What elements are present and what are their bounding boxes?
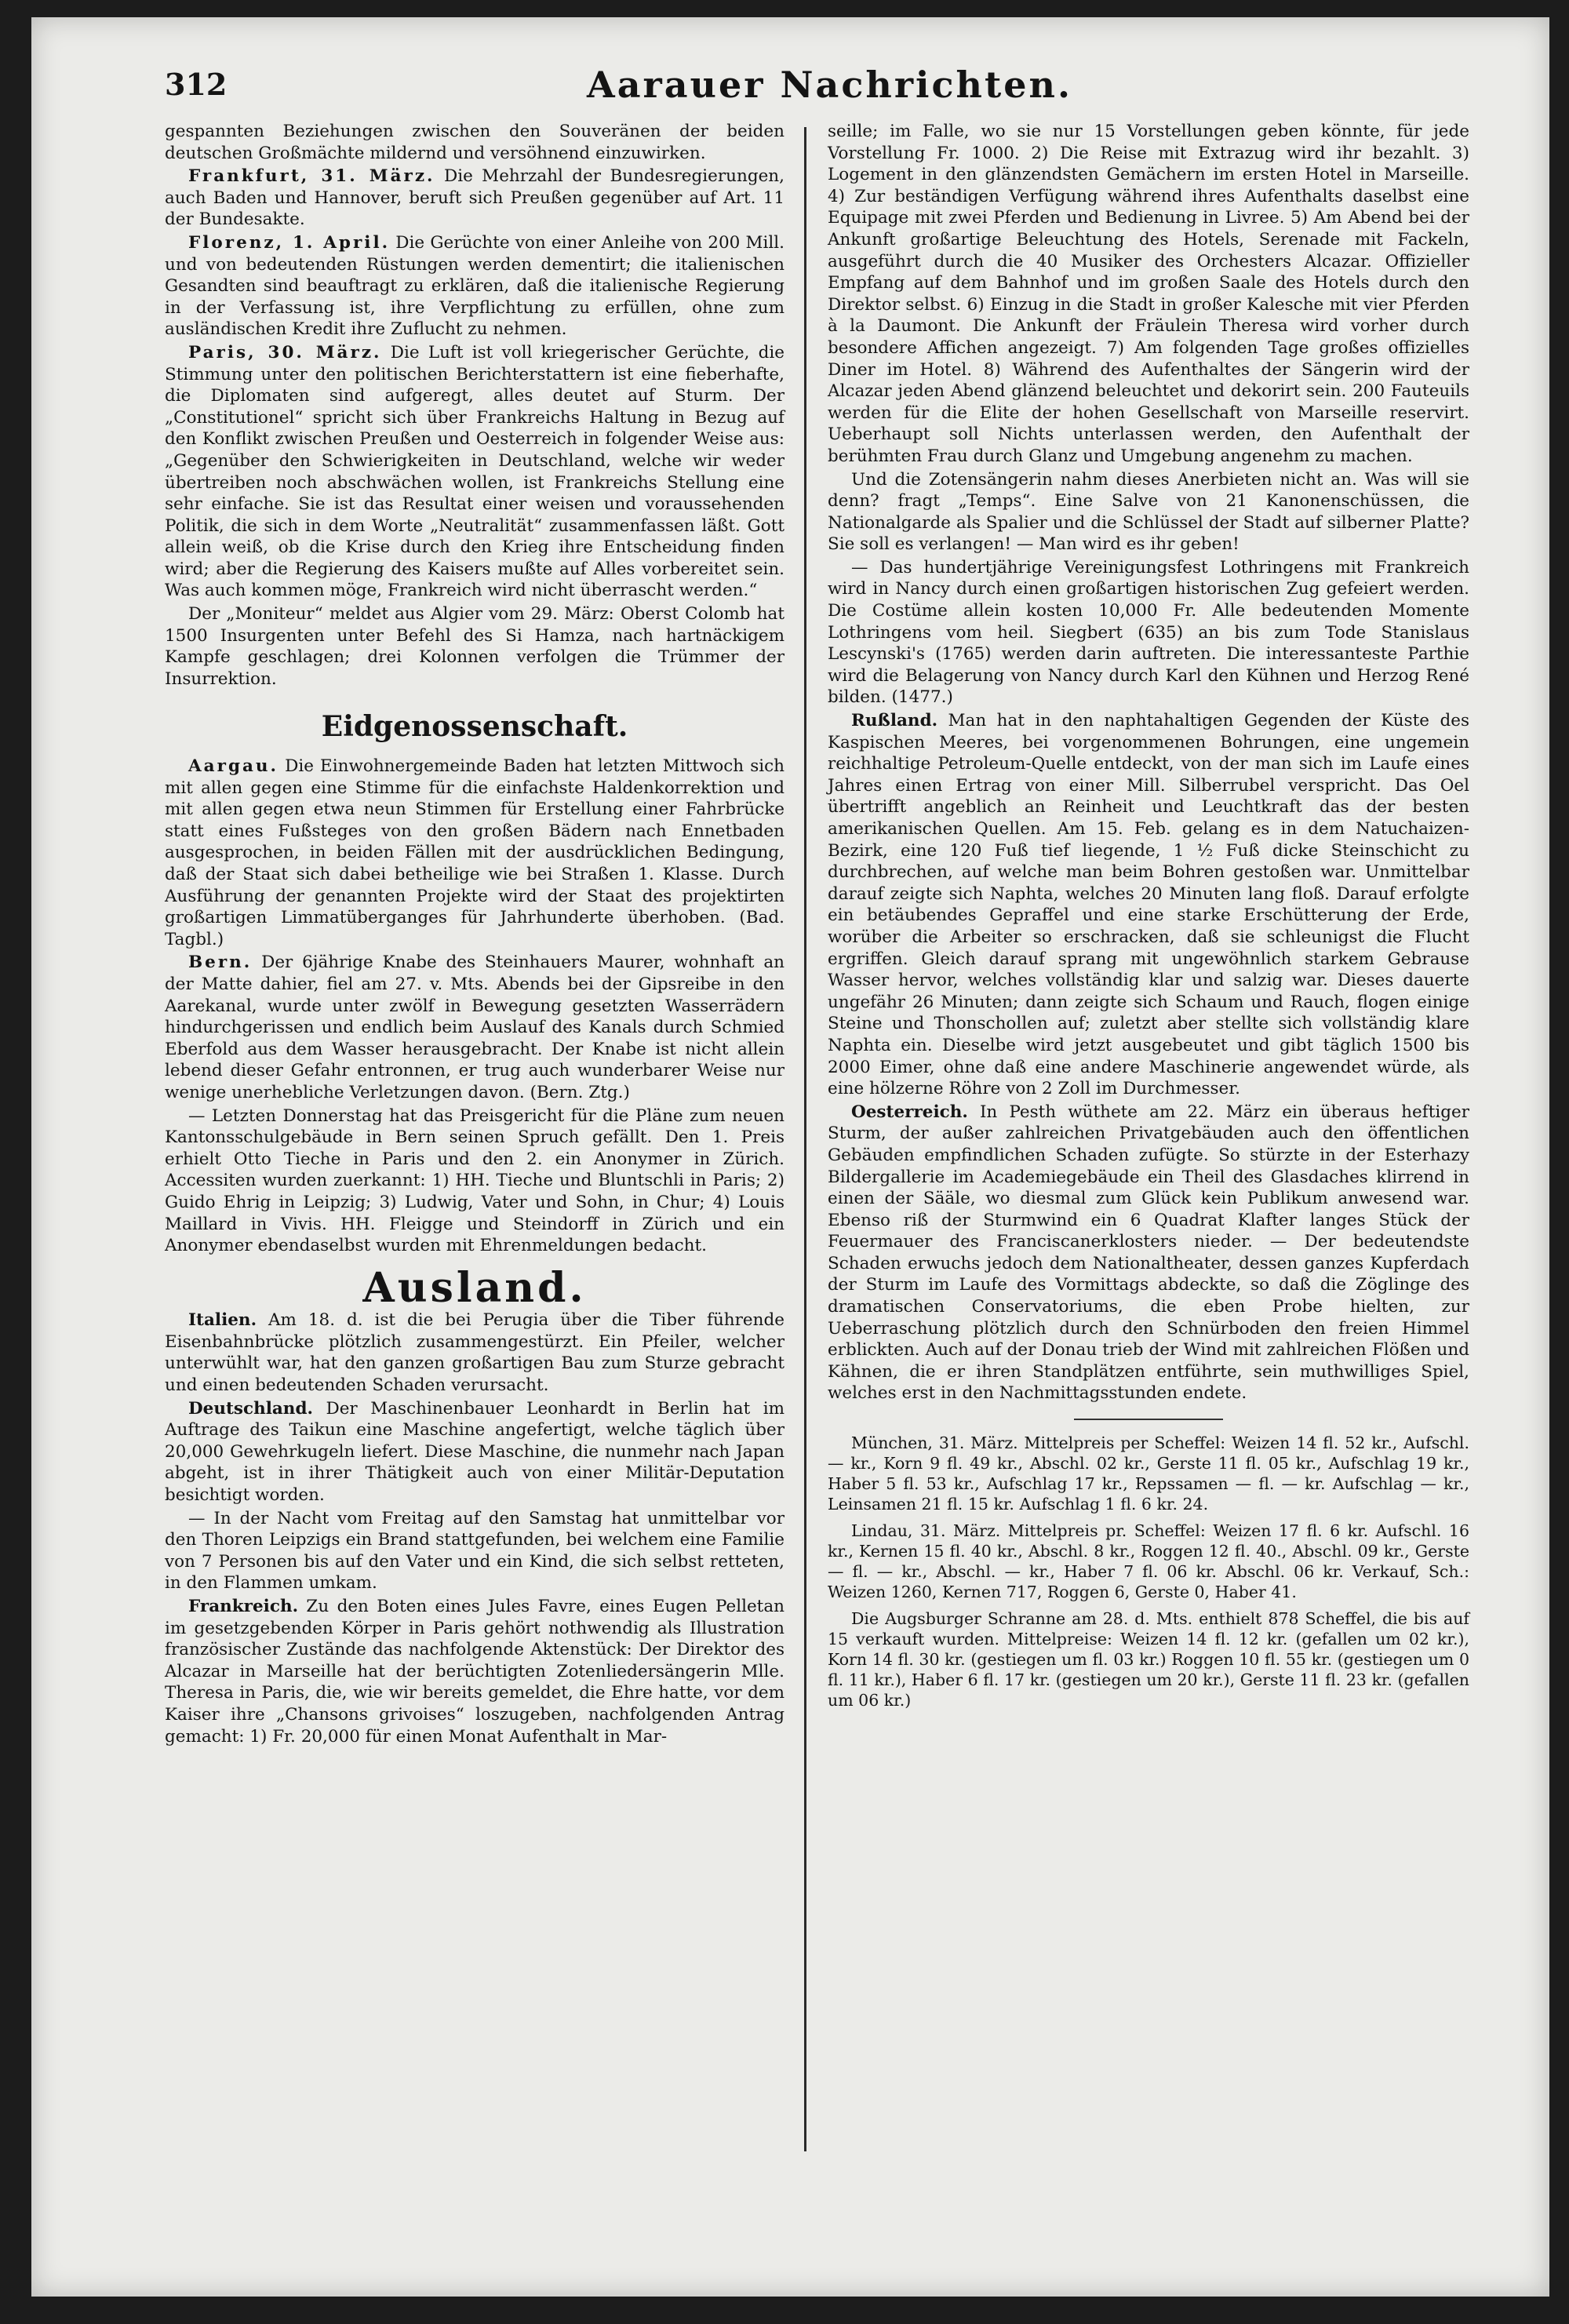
page-number: 312 (165, 67, 228, 102)
dateline-aargau: Aargau. (188, 756, 279, 777)
section-heading-eidgenossenschaft: Eidgenossenschaft. (321, 710, 628, 744)
article-lothringen: — Das hundertjährige Vereinigungsfest Lothringens mit Frankreich wird in Nancy durch einen großartigen historischen Zug gefeiert werden. Die Costüme allein kosten 10,000 Fr. Alle bedeutenden Momente Lothringens vom heil. Siegbert (635) an bis zum Tode Stanislaus Lescynski's (1765) werden darin auftreten. Die interessanteste Parthie wird die Belagerung von Nancy durch Karl den Kühnen und Herzog René bilden. (1477.) (828, 557, 1469, 708)
article-oesterreich (828, 1102, 1469, 1404)
dateline-oesterreich: Oesterreich. (851, 1102, 968, 1122)
section-heading-ausland: Ausland. (362, 1263, 587, 1312)
article-russland (828, 710, 1469, 1100)
dateline-bern: Bern. (188, 953, 253, 973)
article-frankfurt (165, 166, 784, 231)
article-paris (165, 342, 784, 602)
article-frankreich (165, 1596, 784, 1747)
article-text: Der 6jährige Knabe des Steinhauers Maurer, wohnhaft an der Matte dahier, fiel am 27. v. Mts. Abends bei der Gipsreibe in den Aarekanal, wurde unter zwölf in Bewegung gesetzten Wasserrädern hindurchgerissen und endlich beim Auslauf des Kanals durch Schmied Eberfold aus dem Wasser herausgebracht. Der Knabe ist nicht allein lebend dieser Gefahr entronnen, er trug auch wunderbarer Weise nur wenige unerhebliche Verletzungen davon. (Bern. Ztg.) (165, 953, 784, 1102)
article-text: Der Maschinenbauer Leonhardt in Berlin hat im Auftrage des Taikun eine Maschine angefertigt, welche täglich über 20,000 Gewehrkugeln liefert. Diese Maschine, die nunmehr nach Japan abgeht, ist in ihrer Thätigkeit auch von einer Militär-Deputation besichtigt worden. (165, 1398, 784, 1506)
article-text: Die Luft ist voll kriegerischer Gerüchte, die Stimmung unter den politischen Berichterstattern ist eine fieberhafte, die Diplomaten sind aufgeregt, alles deutet auf Sturm. Der „Constitutionel“ spricht sich über Frankreichs Haltung in Bezug auf den Konflikt zwischen Preußen und Oesterreich in folgender Weise aus: „Gegenüber den Schwierigkeiten in Deutschland, welche wir weder übertreiben noch abschwächen wollen, ist Frankreichs Stellung eine sehr einfache. Sie ist das Resultat einer weisen und voraussehenden Politik, die sich in dem Worte „Neutralität“ zusammenfassen läßt. Gott allein weiß, ob die Krise durch den Krieg ihre Entscheidung finden wird; aber die Regierung des Kaisers mußte auf Alles vorbereitet sein. Was auch kommen möge, Frankreich wird nicht überrascht werden.“ (165, 342, 784, 601)
dateline-deutschland: Deutschland. (188, 1398, 313, 1419)
column-rule (804, 127, 806, 2151)
newspaper-title: Aarauer Nachrichten. (587, 64, 1072, 106)
dateline-frankreich: Frankreich. (188, 1597, 299, 1616)
dateline-russland: Rußland. (851, 711, 938, 731)
dateline-florenz: Florenz, 1. April. (188, 232, 391, 253)
article-deutschland (165, 1398, 784, 1506)
article-text: Die Einwohnergemeinde Baden hat letzten Mittwoch sich mit allen gegen eine Stimme für die einfachste Haldenkorrektion und mit allen gegen etwa neun Stimmen für Erstellung einer Fahrbrücke statt eines Fußsteges von den großen Bädern nach Ennetbaden ausgesprochen, in beiden Fällen mit der ausdrücklichen Bedingung, daß der Staat sich dabei betheilige wie bei Straßen 1. Klasse. Durch Ausführung der genannten Projekte wird der Staat des projektirten großartigen Limmatüberganges für Jahrhunderte überhoben. (Bad. Tagbl.) (165, 756, 784, 949)
newspaper-page (31, 17, 1549, 2297)
article-continuation-marseille: seille; im Falle, wo sie nur 15 Vorstellungen geben könnte, für jede Vorstellung Fr. 1000. 2) Die Reise mit Extrazug wird ihr bezahlt. 3) Logement in den glänzendsten Gemächern im ersten Hotel in Marseille. 4) Zur beständigen Verfügung während ihres Aufenthalts daselbst eine Equipage mit zwei Pferden und Bedienung in Livree. 5) Am Abend bei der Ankunft großartige Beleuchtung des Hotels, Serenade mit Fackeln, ausgeführt durch die 40 Musiker des Orchesters Alcazar. Offizieller Empfang auf dem Bahnhof und im großen Saale des Hotels durch den Direktor selbst. 6) Einzug in die Stadt in großer Kalesche mit vier Pferden à la Daumont. Die Ankunft der Fräulein Theresa wird vorher durch besondere Affichen angezeigt. 7) Am folgenden Tage großes offizielles Diner im Hotel. 8) Während des Aufenthaltes der Sängerin wird der Alcazar jeden Abend glänzend beleuchtet und dekorirt sein. 200 Fauteuils werden für die Elite der hohen Gesellschaft von Marseille reservirt. Ueberhaupt soll Nichts unterlassen werden, den Aufenthalt der berühmten Frau durch Glanz und Umgebung angenehm zu machen. (828, 122, 1469, 466)
article-florenz (165, 232, 784, 341)
article-text: Die Mehrzahl der Bundesregierungen, auch Baden und Hannover, beruft sich Preußen gegenüber auf Art. 11 der Bundesakte. (165, 166, 784, 230)
article-text: In Pesth wüthete am 22. März ein überaus heftiger Sturm, der außer zahlreichen Privatgebäuden auch den öffentlichen Gebäuden empfindlichen Schaden zufügte. So stürzte in der Esterhazy Bildergallerie im Academiegebäude ein Theil des Glasdaches klirrend in einen der Sääle, wo diesmal zum Glück kein Publikum anwesend war. Ebenso riß der Sturmwind ein 6 Quadrat Klafter langes Stück der Feuermauer des Franciscanerklosters nieder. — Der bedeutendste Schaden erwuchs jedoch dem Nationaltheater, dessen ganzes Kupferdach der Sturm im Laufe des Vormittags abdeckte, so daß die Zöglinge des dramatischen Conservatoriums, die eben Probe hielten, zur Ueberraschung plötzlich durch den Schnürboden den freien Himmel erblickten. Auch auf der Donau trieb der Wind mit zahlreichen Flößen und Kähnen, die er ihren Standplätzen entführte, sein muthwilliges Spiel, welches erst in den Nachmittagsstunden endete. (828, 1102, 1469, 1404)
article-moniteur: Der „Moniteur“ meldet aus Algier vom 29. März: Oberst Colomb hat 1500 Insurgenten unter Befehl des Si Hamza, nach hartnäckigem Kampfe geschlagen; drei Kolonnen verfolgen die Trümmer der Insurrektion. (165, 604, 784, 689)
article-bern (165, 952, 784, 1103)
section-divider (1074, 1419, 1223, 1420)
article-aargau (165, 756, 784, 950)
article-preisgericht: — Letzten Donnerstag hat das Preisgericht für die Pläne zum neuen Kantonsschulgebäude in Bern seinen Spruch gefällt. Den 1. Preis erhielt Otto Tieche in Paris und den 2. ein Anonymer in Zürich. Accessiten wurden zuerkannt: 1) HH. Tieche und Bluntschli in Paris; 2) Guido Ehrig in Leipzig; 3) Ludwig, Vater und Sohn, in Chur; 4) Louis Maillard in Vivis. HH. Fleigge und Steindorff in Zürich und ein Anonymer ebendaselbst wurden mit Ehrenmeldungen bedacht. (165, 1106, 784, 1256)
article-text: Zu den Boten eines Jules Favre, eines Eugen Pelletan im gesetzgebenden Körper in Paris gehört nothwendig als Illustration französischer Zustände das nachfolgende Aktenstück: Der Direktor des Alcazar in Marseille hat der berüchtigten Zotenliedersängerin Mlle. Theresa in Paris, die, wie wir bereits gemeldet, die Ehre hatte, vor dem Kaiser ihre „Chansons grivoises“ loszugeben, nachfolgenden Antrag gemacht: 1) Fr. 20,000 für einen Monat Aufenthalt in Mar- (165, 1597, 784, 1747)
dateline-frankfurt: Frankfurt, 31. März. (188, 166, 435, 187)
market-report-lindau: Lindau, 31. März. Mittelpreis pr. Scheffel: Weizen 17 fl. 6 kr. Aufschl. 16 kr., Kernen 15 fl. 40 kr., Abschl. 8 kr., Roggen 12 fl. 40., Abschl. 09 kr., Gerste — fl. — kr., Abschl. — kr., Haber 7 fl. 06 kr. Abschl. 06 kr. Verkauf, Sch.: Weizen 1260, Kernen 717, Roggen 6, Gerste 0, Haber 41. (828, 1521, 1469, 1602)
dateline-italien: Italien. (188, 1310, 257, 1331)
article-zotensaengerin: Und die Zotensängerin nahm dieses Anerbieten nicht an. Was will sie denn? fragt „Temps“. Eine Salve von 21 Kanonenschüssen, die Nationalgarde als Spalier und die Schlüssel der Stadt auf silberner Platte? Sie soll es verlangen! — Man wird es ihr geben! (828, 469, 1469, 555)
left-column (165, 121, 784, 1749)
article-leipzig: — In der Nacht vom Freitag auf den Samstag hat unmittelbar vor den Thoren Leipzigs ein Brand stattgefunden, bei welchem eine Familie von 7 Personen bis auf den Vater und ein Kind, die sich selbst retteten, in den Flammen umkam. (165, 1508, 784, 1594)
article-continuation: gespannten Beziehungen zwischen den Souveränen der beiden deutschen Großmächte mildernd und versöhnend einzuwirken. (165, 122, 784, 163)
article-text: Am 18. d. ist die bei Perugia über die Tiber führende Eisenbahnbrücke plötzlich zusammengestürzt. Ein Pfeiler, welcher unterwühlt war, hat den ganzen großartigen Bau zum Sturze gebracht und einen bedeutenden Schaden verursacht. (165, 1310, 784, 1396)
dateline-paris: Paris, 30. März. (188, 342, 382, 362)
article-text: Man hat in den naphtahaltigen Gegenden der Küste des Kaspischen Meeres, bei vorgenommenen Bohrungen, eine ungemein reichhaltige Petroleum-Quelle entdeckt, von der man sich im Laufe eines Jahres einen Ertrag von einer Mill. Silberrubel verspricht. Das Oel übertrifft angeblich an Reinheit und Leuchtkraft das der besten amerikanischen Quellen. Am 15. Feb. gelang es in dem Natuchaizen-Bezirk, eine 120 Fuß tief liegende, 1 ½ Fuß dicke Steinschicht zu durchbrechen, auf welche man beim Bohren gestoßen war. Unmittelbar darauf zeigte sich Naphta, welches 20 Minuten lang floß. Darauf erfolgte ein betäubendes Gepraffel und eine starke Erschütterung der Erde, worüber die Arbeiter so erschracken, daß sie schleunigst die Flucht ergriffen. Gleich darauf sprang mit ungewöhnlich starkem Gebrause Wasser hervor, welches vollständig klar und salzig war. Dieses dauerte ungefähr 26 Minuten; dann zeigte sich Schaum und Rauch, flogen einige Steine und Thonschollen auf; zuletzt aber stellte sich vollständig klare Naphta ein. Dieselbe wird jetzt ausgebeutet und gibt täglich 1500 bis 2000 Eimer, ohne daß eine andere Maschinerie angewendet würde, als eine hölzerne Röhre von 2 Zoll im Durchmesser. (828, 711, 1469, 1099)
article-italien (165, 1310, 784, 1396)
article-text: Die Gerüchte von einer Anleihe von 200 Mill. und von bedeutenden Rüstungen werden dementirt; die italienischen Gesandten sind beauftragt zu erklären, daß die italienische Regierung in der Verfassung ist, ihre Verpflichtung zu erfüllen, ohne zum ausländischen Kredit ihre Zuflucht zu nehmen. (165, 232, 784, 340)
page-header (165, 60, 1494, 115)
right-column (828, 121, 1469, 1712)
market-report-muenchen: München, 31. März. Mittelpreis per Scheffel: Weizen 14 fl. 52 kr., Aufschl. — kr., Korn 9 fl. 49 kr., Abschl. 02 kr., Gerste 11 fl. 05 kr., Aufschlag 19 kr., Haber 5 fl. 53 kr., Aufschlag 17 kr., Repssamen — fl. — kr. Aufschlag — kr., Leinsamen 21 fl. 15 kr. Aufschlag 1 fl. 6 kr. 24. (828, 1433, 1469, 1514)
market-report-augsburg: Die Augsburger Schranne am 28. d. Mts. enthielt 878 Scheffel, die bis auf 15 verkauft wurden. Mittelpreise: Weizen 14 fl. 12 kr. (gefallen um 02 kr.), Korn 14 fl. 30 kr. (gestiegen um fl. 03 kr.) Roggen 10 fl. 55 kr. (gestiegen um 0 fl. 11 kr.), Haber 6 fl. 17 kr. (gestiegen um 20 kr.), Gerste 11 fl. 23 kr. (gefallen um 06 kr.) (828, 1609, 1469, 1710)
